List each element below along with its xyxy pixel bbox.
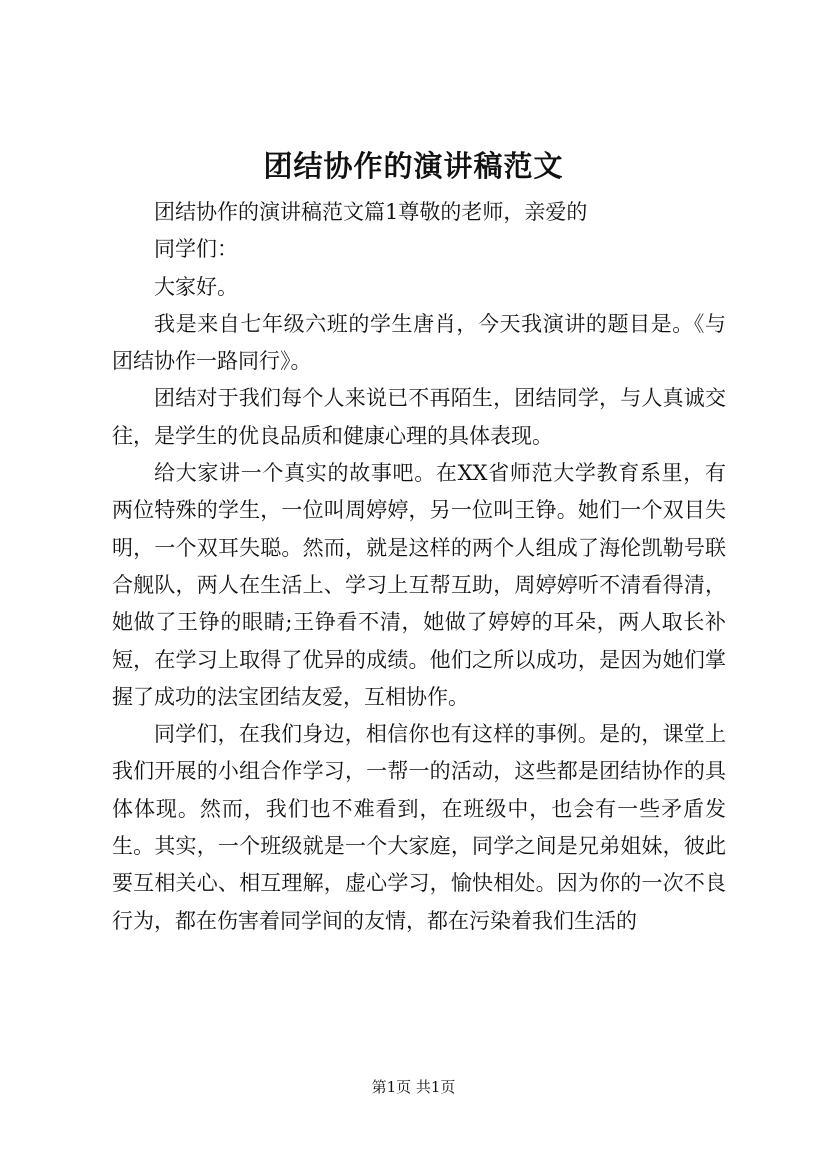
document-title: 团结协作的演讲稿范文: [263, 149, 564, 183]
paragraph: 同学们，在我们身边，相信你也有这样的事例。是的，课堂上我们开展的小组合作学习，一帮一的活动，这些都是团结协作的具体体现。然而，我们也不难看到，在班级中，也会有一些矛盾发生。其实，一个班级就是一个大家庭，同学之间是兄弟姐妹，彼此要互相关心、相互理解，虚心学习，愉快相处。因为你的一次不良行为，都在伤害着同学间的友情，都在污染着我们生活的: [112, 722, 726, 933]
paragraph: 团结对于我们每个人来说已不再陌生，团结同学，与人真诚交往，是学生的优良品质和健康心理的具体表现。: [112, 386, 726, 448]
paragraph: 团结协作的演讲稿范文篇1尊敬的老师，亲爱的: [154, 200, 588, 224]
paragraph: 大家好。: [154, 274, 238, 299]
paragraph: 我是来自七年级六班的学生唐肖，今天我演讲的题目是。《与团结协作一路同行》。: [112, 311, 726, 374]
paragraph: 同学们：: [154, 237, 238, 262]
document-body: [112, 194, 726, 940]
paragraph: 给大家讲一个真实的故事吧。在XX省师范大学教育系里，有两位特殊的学生，一位叫周婷婷，另一位叫王铮。她们一个双目失明，一个双耳失聪。然而，就是这样的两个人组成了海伦凯勒号联合舰队，两人在生活上、学习上互帮互助，周婷婷听不清看得清，她做了王铮的眼睛;王铮看不清，她做了婷婷的耳朵，两人取长补短，在学习上取得了优异的成绩。他们之所以成功，是因为她们掌握了成功的法宝团结友爱，互相协作。: [112, 461, 726, 709]
page-footer: 第1页 共1页: [371, 1078, 456, 1096]
